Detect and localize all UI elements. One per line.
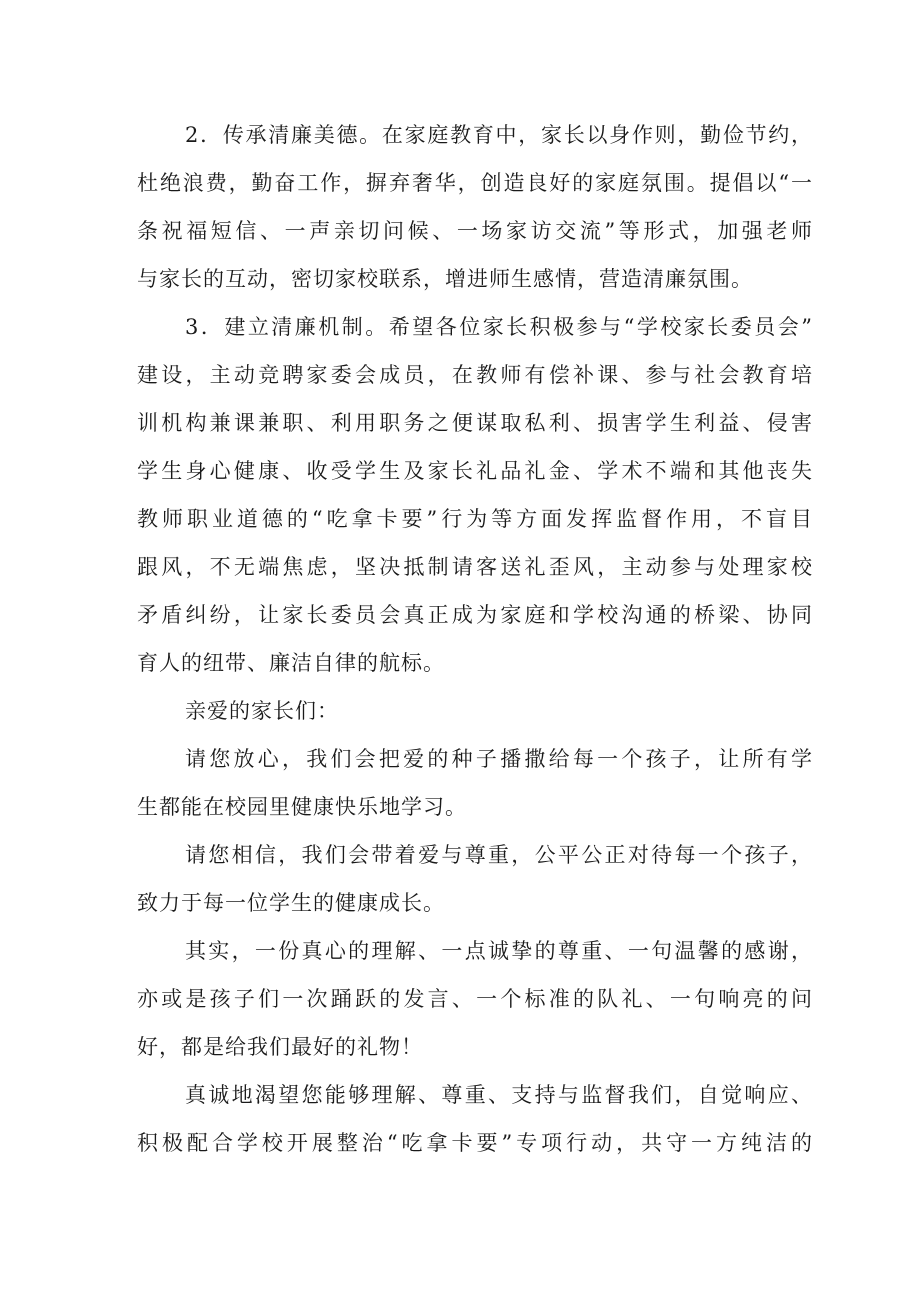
text-line: 好，都是给我们最好的礼物！	[137, 1035, 423, 1059]
text-line: 2．传承清廉美德。在家庭教育中，家长以身作则，勤俭节约，	[185, 123, 813, 147]
text-line: 跟风，不无端焦虑，坚决抵制请客送礼歪风，主动参与处理家校	[137, 555, 813, 579]
text-line: 与家长的互动，密切家校联系，增进师生感情，营造清廉氛围。	[137, 267, 753, 291]
text-line: 建设，主动竞聘家委会成员，在教师有偿补课、参与社会教育培	[137, 363, 813, 387]
text-line: 积极配合学校开展整治“吃拿卡要”专项行动，共守一方纯洁的	[137, 1131, 813, 1155]
text-line: 3．建立清廉机制。希望各位家长积极参与“学校家长委员会”	[185, 315, 813, 339]
paragraph-rest-assured	[137, 735, 813, 831]
paragraph-inherit-virtue	[137, 111, 813, 303]
text-line: 真诚地渴望您能够理解、尊重、支持与监督我们，自觉响应、	[185, 1083, 813, 1107]
paragraph-trust	[137, 831, 813, 927]
text-line: 矛盾纠纷，让家长委员会真正成为家庭和学校沟通的桥梁、协同	[137, 603, 813, 627]
text-line: 请您放心，我们会把爱的种子播撒给每一个孩子，让所有学	[185, 747, 813, 771]
text-line: 教师职业道德的“吃拿卡要”行为等方面发挥监督作用，不盲目	[137, 507, 813, 531]
text-line: 学生身心健康、收受学生及家长礼品礼金、学术不端和其他丧失	[137, 459, 813, 483]
text-line: 生都能在校园里健康快乐地学习。	[137, 795, 467, 819]
text-line: 杜绝浪费，勤奋工作，摒弃奢华，创造良好的家庭氛围。提倡以“一	[137, 171, 813, 195]
salutation-line: 亲爱的家长们：	[185, 699, 339, 723]
text-line: 其实，一份真心的理解、一点诚挚的尊重、一句温馨的感谢，	[185, 939, 813, 963]
text-line: 致力于每一位学生的健康成长。	[137, 891, 445, 915]
text-line: 训机构兼课兼职、利用职务之便谋取私利、损害学生利益、侵害	[137, 411, 813, 435]
text-line: 育人的纽带、廉洁自律的航标。	[137, 651, 445, 675]
text-line: 条祝福短信、一声亲切问候、一场家访交流”等形式，加强老师	[137, 219, 813, 243]
text-line: 亦或是孩子们一次踊跃的发言、一个标准的队礼、一句响亮的问	[137, 987, 813, 1011]
paragraph-sincere-hope	[137, 1071, 813, 1167]
paragraph-best-gift	[137, 927, 813, 1071]
paragraph-build-mechanism	[137, 303, 813, 687]
document-page	[137, 111, 813, 1167]
text-line: 请您相信，我们会带着爱与尊重，公平公正对待每一个孩子，	[185, 843, 813, 867]
paragraph-salutation	[137, 687, 813, 735]
